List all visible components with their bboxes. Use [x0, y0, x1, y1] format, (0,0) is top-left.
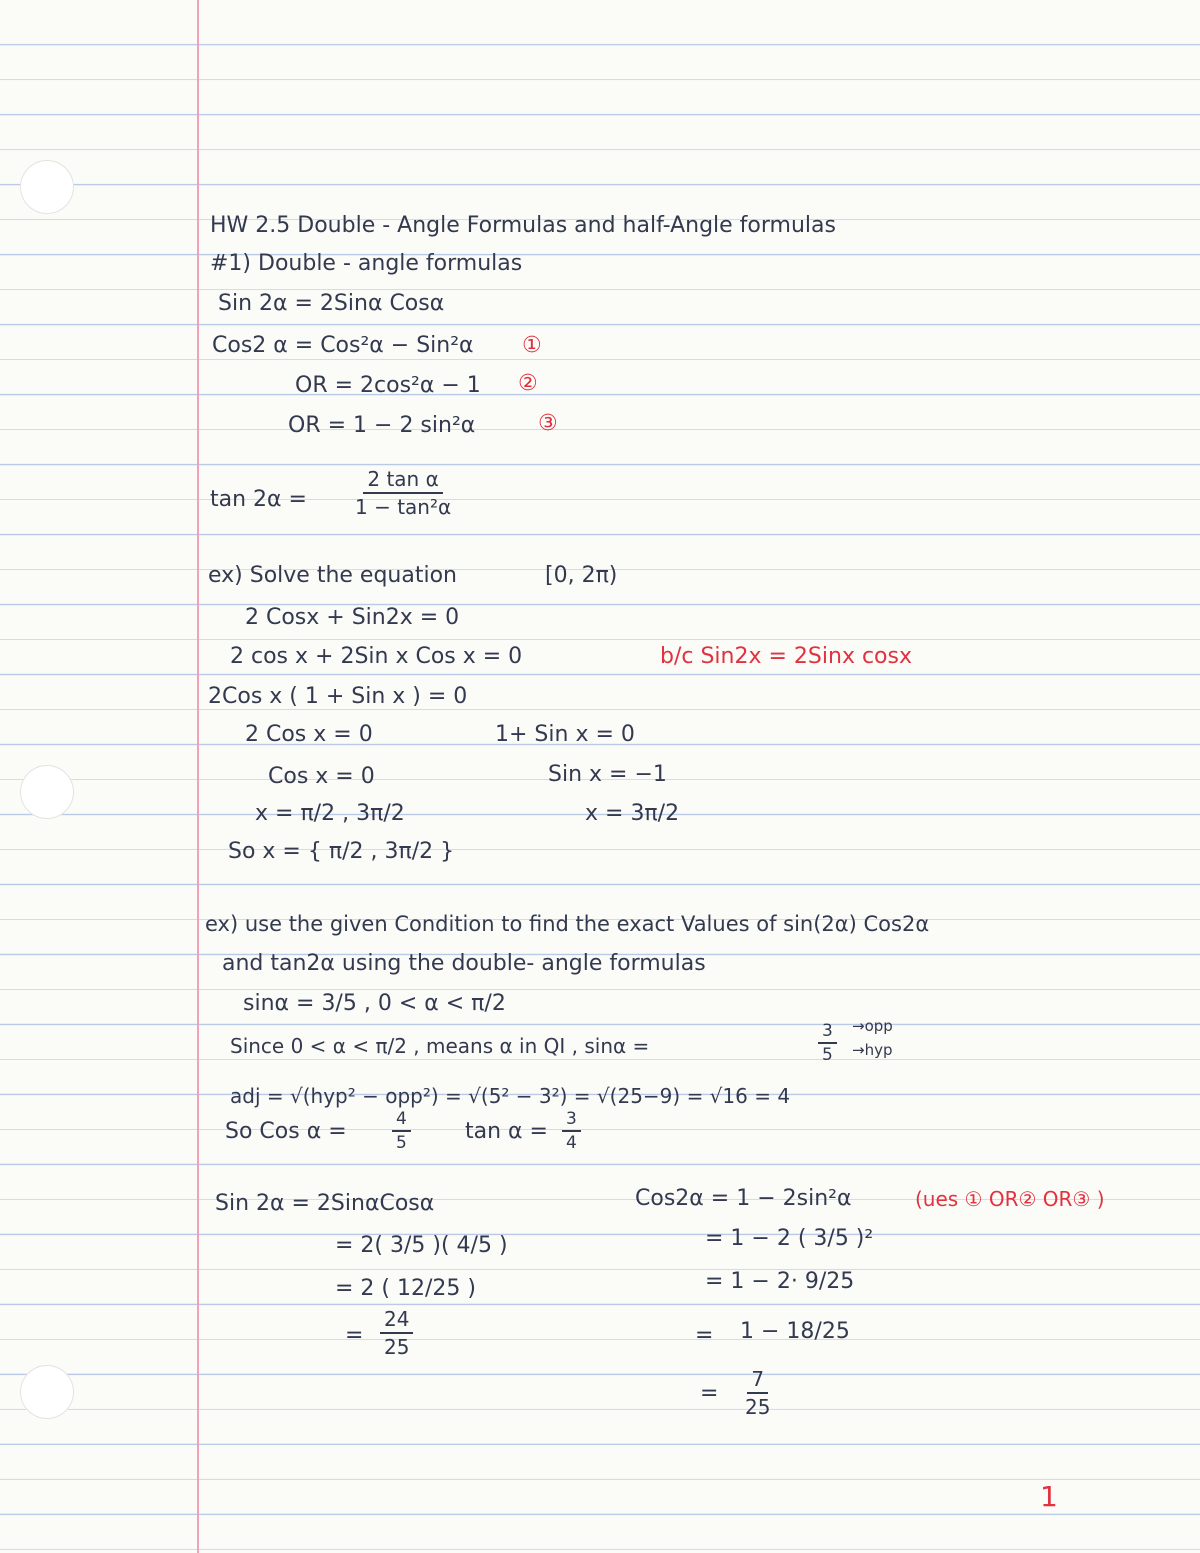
cos2a-result: [745, 1368, 770, 1418]
ex2-cos-den: 5: [396, 1133, 407, 1153]
ex2-opp-label: →opp: [852, 1017, 893, 1035]
ex1-solution: So x = { π/2 , 3π/2 }: [228, 839, 455, 864]
ex2-sin-den: 5: [822, 1045, 833, 1065]
cos2a-step1: = 1 − 2 ( 3/5 )²: [705, 1226, 874, 1251]
formula-cos2a-2: OR = 2cos²α − 1: [295, 373, 481, 398]
ex2-tan-label: tan α =: [465, 1119, 548, 1144]
marker-1: ①: [522, 333, 542, 358]
formula-cos2a-3: OR = 1 − 2 sin²α: [288, 413, 476, 438]
cos2a-step3-eq: =: [695, 1323, 714, 1348]
formula-cos2a-1: Cos2 α = Cos²α − Sin²α: [212, 333, 474, 358]
ex2-sin-num: 3: [818, 1022, 837, 1044]
ex2-line5: adj = √(hyp² − opp²) = √(5² − 3²) = √(25−9) = √16 = 4: [230, 1084, 791, 1108]
punch-hole-bottom: [20, 1365, 74, 1419]
ex1-line6b: x = 3π/2: [585, 801, 680, 826]
ex2-tan-den: 4: [566, 1133, 577, 1153]
ex2-sin-fraction: [818, 1022, 837, 1064]
marker-2: ②: [518, 371, 538, 396]
ex2-cos-fraction: [392, 1110, 411, 1152]
ex1-line3: 2Cos x ( 1 + Sin x ) = 0: [208, 684, 468, 709]
ex1-interval: [0, 2π): [545, 563, 618, 588]
ex2-tan-fraction: [562, 1110, 581, 1152]
ex1-note: b/c Sin2x = 2Sinx cosx: [660, 644, 912, 669]
ex2-line4: Since 0 < α < π/2 , means α in QI , sinα =: [230, 1034, 650, 1058]
ex1-line4b: 1+ Sin x = 0: [495, 722, 635, 747]
ex2-cos-num: 4: [392, 1110, 411, 1132]
sin2a-eq: =: [345, 1323, 364, 1348]
ex2-title: ex) use the given Condition to find the exact Values of sin(2α) Cos2α: [205, 912, 930, 936]
ex2-tan-num: 3: [562, 1110, 581, 1132]
sin2a-result: [380, 1308, 413, 1358]
sin2a-result-num: 24: [380, 1308, 413, 1334]
section-title: #1) Double - angle formulas: [210, 251, 523, 276]
ex1-line5a: Cos x = 0: [268, 764, 375, 789]
cos2a-result-den: 25: [745, 1395, 771, 1419]
marker-3: ③: [538, 411, 558, 436]
formula-tan2a-fraction: [355, 468, 451, 518]
page-number: 1: [1040, 1480, 1058, 1513]
cos2a-step2: = 1 − 2· 9/25: [705, 1269, 855, 1294]
ex2-line3: sinα = 3/5 , 0 < α < π/2: [243, 991, 506, 1016]
ex2-line2: and tan2α using the double- angle formulas: [222, 951, 706, 976]
ex1-title: ex) Solve the equation: [208, 563, 457, 588]
formula-tan2a-label: tan 2α =: [210, 487, 307, 512]
sin2a-result-den: 25: [384, 1335, 410, 1359]
ex1-line2: 2 cos x + 2Sin x Cos x = 0: [230, 644, 523, 669]
margin-line: [197, 0, 199, 1553]
header-title: HW 2.5 Double - Angle Formulas and half-Angle formulas: [210, 213, 836, 238]
cos2a-result-num: 7: [747, 1368, 768, 1394]
ex2-hyp-label: →hyp: [852, 1041, 893, 1059]
sin2a-step2: = 2 ( 12/25 ): [335, 1276, 476, 1301]
ex2-cos-label: So Cos α =: [225, 1119, 347, 1144]
ex1-line4a: 2 Cos x = 0: [245, 722, 373, 747]
sin2a-step1: = 2( 3/5 )( 4/5 ): [335, 1233, 508, 1258]
punch-hole-middle: [20, 765, 74, 819]
tan2a-denominator: 1 − tan²α: [355, 495, 452, 519]
punch-hole-top: [20, 160, 74, 214]
ex1-line6a: x = π/2 , 3π/2: [255, 801, 405, 826]
ex1-line1: 2 Cosx + Sin2x = 0: [245, 605, 460, 630]
cos2a-step4-eq: =: [700, 1381, 719, 1406]
cos2a-head: Cos2α = 1 − 2sin²α: [635, 1186, 852, 1211]
cos2a-step3: 1 − 18/25: [740, 1319, 850, 1344]
formula-sin2a: Sin 2α = 2Sinα Cosα: [218, 291, 445, 316]
sin2a-head: Sin 2α = 2SinαCosα: [215, 1191, 435, 1216]
ex1-line5b: Sin x = −1: [548, 762, 667, 787]
tan2a-numerator: 2 tan α: [363, 468, 442, 494]
cos2a-note: (ues ① OR② OR③ ): [915, 1187, 1105, 1211]
